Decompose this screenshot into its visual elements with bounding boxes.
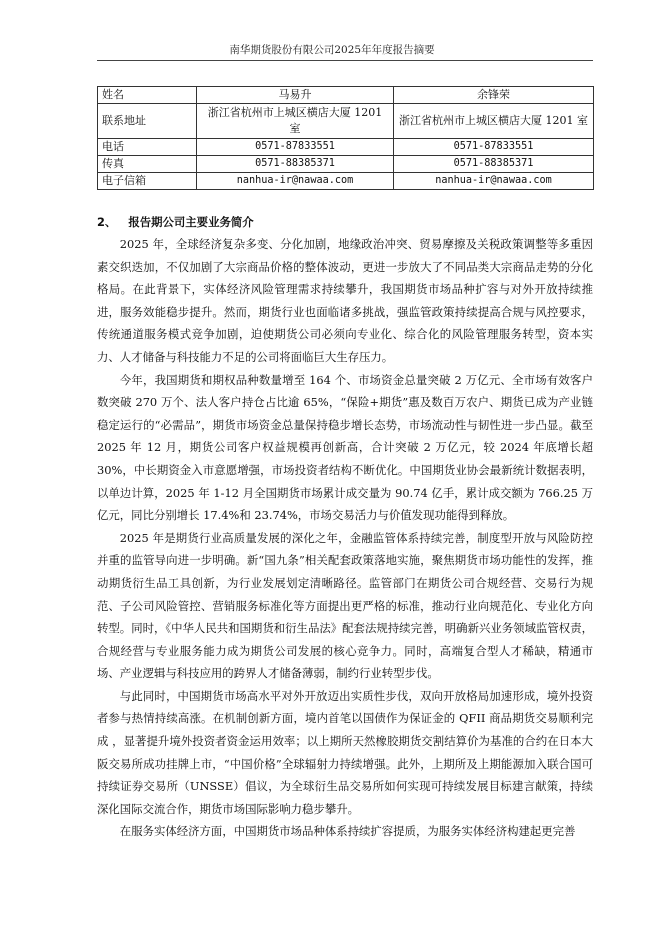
table-header-cell: 余锋荣	[394, 87, 594, 104]
paragraph: 2025 年，全球经济复杂多变、分化加剧，地缘政治冲突、贸易摩擦及关税政策调整等多重因素交织迭加，不仅加剧了大宗商品价格的整体波动，更进一步放大了不同品类大宗商品走势的分化格局。在此背景下，实体经济风险管理需求持续攀升，我国期货市场品种扩容与对外开放持续推进，服务效能稳步提升。然而，期货行业也面临诸多挑战，强监管政策持续提高合规与风控要求，传统通道服务模式竞争加剧，迫使期货公司必须向专业化、综合化的风险管理服务转型，资本实力、人才储备与科技能力不足的公司将面临巨大生存压力。	[97, 237, 593, 364]
body-text	[97, 233, 593, 843]
email-cell: nanhua-ir@nawaa.com	[394, 173, 594, 190]
phone-cell: 0571-87833551	[394, 139, 594, 156]
table-row	[98, 156, 594, 173]
header-divider	[97, 60, 593, 61]
email-cell: nanhua-ir@nawaa.com	[197, 173, 394, 190]
section-heading	[97, 214, 254, 230]
fax-cell: 0571-88385371	[394, 156, 594, 173]
section-number: 2、	[97, 215, 117, 229]
fax-cell: 0571-88385371	[197, 156, 394, 173]
contact-table	[97, 86, 594, 190]
phone-cell: 0571-87833551	[197, 139, 394, 156]
paragraph: 今年，我国期货和期权品种数量增至 164 个、市场资金总量突破 2 万亿元、全市场有效客户数突破 270 万个、法人客户持仓占比逾 65%，“保险+期货”惠及数百万农户、期货已成为产业链稳定运行的“必需品”，期货市场资金总量保持稳步增长态势，市场流动性与韧性进一步凸显。截至 2025 年 12 月，期货公司客户权益规模再创新高，合计突破 2 万亿元，较 2024 年底增长超 30%，中长期资金入市意愿增强，市场投资者结构不断优化。中国期货业协会最新统计数据表明，以单边计算，2025 年 1-12 月全国期货市场累计成交量为 90.74 亿手，累计成交额为 766.25 万亿元，同比分别增长 17.4%和 23.74%，市场交易活力与价值发现功能得到释放。	[97, 372, 593, 523]
table-header-cell: 姓名	[98, 87, 197, 104]
page-header-title: 南华期货股份有限公司2025年年度报告摘要	[229, 44, 435, 56]
table-row	[98, 173, 594, 190]
table-header-cell: 马易升	[197, 87, 394, 104]
paragraph: 在服务实体经济方面，中国期货市场品种体系持续扩容提质，为服务实体经济构建起更完善	[119, 824, 576, 839]
paragraph: 2025 年是期货行业高质量发展的深化之年，金融监管体系持续完善，制度型开放与风险防控并重的监管导向进一步明确。新“国九条”相关配套政策落地实施，聚焦期货市场功能性的发挥，推动期货衍生品工具创新，为行业发展划定清晰路径。监管部门在期货公司合规经营、交易行为规范、子公司风险管控、营销服务标准化等方面提出更严格的标准，推动行业向规范化、专业化方向转型。同时，《中华人民共和国期货和衍生品法》配套法规持续完善，明确新兴业务领域监管权责，合规经营与专业服务能力成为期货公司发展的核心竞争力。同时，高端复合型人才稀缺，精通市场、产业逻辑与科技应用的跨界人才储备薄弱，制约行业转型步伐。	[97, 530, 593, 681]
table-row	[98, 104, 594, 139]
address-cell: 浙江省杭州市上城区横店大厦 1201 室	[394, 104, 594, 139]
row-label: 传真	[98, 156, 197, 173]
paragraph: 与此同时，中国期货市场高水平对外开放迈出实质性步伐，双向开放格局加速形成，境外投资者参与热情持续高涨。在机制创新方面，境内首笔以国债作为保证金的 QFII 商品期货交易顺利完成 ，显著提升境外投资者资金运用效率；以上期所天然橡胶期货交割结算价为基准的合约在日本大阪交易所成功挂牌上市，“中国价格”全球辐射力持续增强。此外，上期所及上期能源加入联合国可持续证券交易所（UNSSE）倡议，为全球衍生品交易所如何实现可持续发展目标建言献策，持续深化国际交流合作，期货市场国际影响力稳步攀升。	[97, 688, 593, 816]
row-label: 电话	[98, 139, 197, 156]
section-title-text: 报告期公司主要业务简介	[128, 215, 254, 229]
row-label: 电子信箱	[98, 173, 197, 190]
row-label: 联系地址	[98, 104, 197, 139]
table-header-row	[98, 87, 594, 104]
address-cell: 浙江省杭州市上城区横店大厦 1201 室	[197, 104, 394, 139]
table-row	[98, 139, 594, 156]
